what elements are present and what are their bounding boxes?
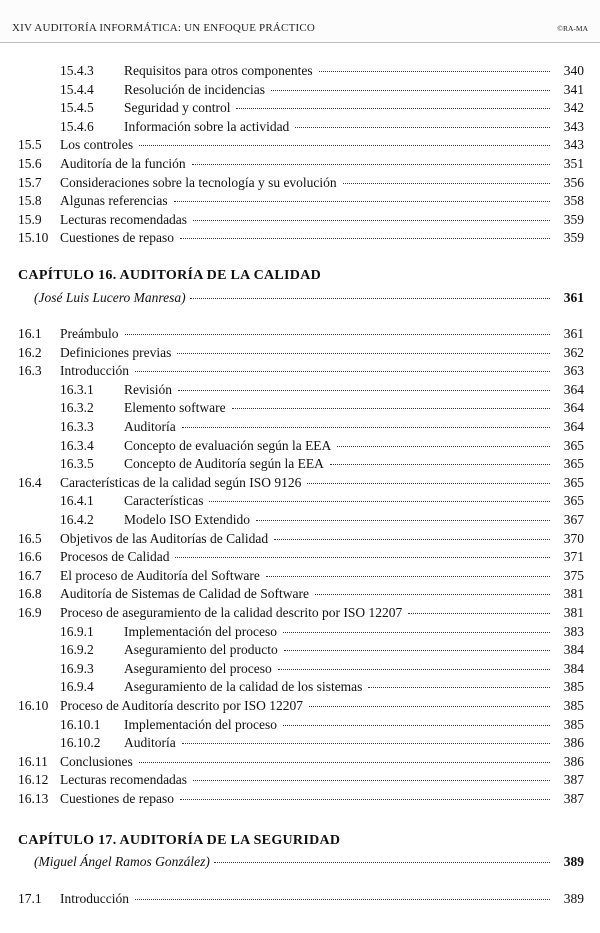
toc-entry-page: 385 <box>563 698 584 713</box>
toc-entry-title: Algunas referencias <box>60 193 168 209</box>
toc-entry-page: 389 <box>563 891 584 906</box>
toc-entry-title: Introducción <box>60 891 129 906</box>
toc-entry <box>18 362 584 380</box>
toc-entry <box>18 325 584 343</box>
toc-entry-number: 17.1 <box>18 891 42 906</box>
toc-entry <box>18 118 584 136</box>
toc-entry-title-line <box>124 99 584 117</box>
chapter-17-title: CAPÍTULO 17. AUDITORÍA DE LA SEGURIDAD <box>18 833 341 848</box>
toc-entry <box>18 530 584 548</box>
toc-entry-number: 15.7 <box>18 174 42 190</box>
toc-entry-number: 15.10 <box>18 230 49 246</box>
toc-entry-page: 381 <box>563 605 584 620</box>
toc-entry-title-line <box>60 136 584 154</box>
toc-entry-number: 16.3.1 <box>60 381 94 397</box>
toc-entry-title: Consideraciones sobre la tecnología y su evolución <box>60 174 337 190</box>
dot-leader <box>256 519 550 521</box>
toc-entry <box>18 399 584 417</box>
toc-entry-number: 16.9.4 <box>60 679 94 695</box>
toc-entry-page: 364 <box>563 400 584 416</box>
toc-entry-title: Preámbulo <box>60 326 119 341</box>
dot-leader <box>283 724 550 726</box>
toc-entry-number: 16.4.1 <box>60 493 94 509</box>
toc-entry-page: 364 <box>563 419 584 434</box>
toc-entry-number: 16.3.4 <box>60 437 94 453</box>
dot-leader <box>177 352 550 354</box>
toc-entry-title: Procesos de Calidad <box>60 549 170 565</box>
dot-leader <box>175 556 550 558</box>
toc-entry-title-line <box>124 81 584 99</box>
toc-entry-page: 387 <box>563 791 584 806</box>
toc-entry-page: 351 <box>563 156 584 171</box>
toc-entry-number: 16.9.1 <box>60 623 94 639</box>
toc-entry-title-line <box>60 155 584 173</box>
toc-entry-page: 365 <box>563 493 584 509</box>
toc-entry <box>18 81 584 99</box>
toc-entry <box>18 136 584 154</box>
toc-entry <box>18 511 584 529</box>
toc-entry-page: 362 <box>563 344 584 360</box>
toc-entry-title: El proceso de Auditoría del Software <box>60 567 260 583</box>
toc-entry-page: 361 <box>563 326 584 341</box>
toc-entry-title: Implementación del proceso <box>124 716 277 732</box>
toc-entry-title: Concepto de evaluación según la EEA <box>124 437 332 453</box>
toc-entry <box>18 474 584 492</box>
toc-entry-number: 16.6 <box>18 549 42 565</box>
toc-entry-title: Implementación del proceso <box>124 623 277 639</box>
dot-leader <box>193 219 550 221</box>
toc-entry-page: 365 <box>563 474 584 490</box>
toc-entry <box>18 455 584 473</box>
dot-leader <box>368 686 550 688</box>
toc-entry-number: 16.1 <box>18 326 42 341</box>
toc-entry-title: Aseguramiento de la calidad de los sistemas <box>124 679 363 695</box>
toc-entry-page: 384 <box>563 660 584 676</box>
toc-entry-title-line <box>124 399 584 417</box>
toc-entry-page: 359 <box>563 230 584 246</box>
toc-entry-title-line <box>124 455 584 473</box>
toc-entry-title: Aseguramiento del producto <box>124 642 278 658</box>
toc-entry-number: 16.8 <box>18 586 42 602</box>
toc-entry-title-line <box>60 567 584 585</box>
dot-leader <box>178 389 550 391</box>
toc-entry-title: Introducción <box>60 363 129 379</box>
toc-entry <box>18 62 584 80</box>
toc-entry <box>18 734 584 752</box>
toc-entry-page: 343 <box>563 118 584 134</box>
toc-entry-number: 16.3 <box>18 363 42 379</box>
toc-entry-page: 386 <box>563 753 584 769</box>
toc-entry <box>18 155 584 173</box>
dot-leader <box>214 861 550 863</box>
toc-entry-title: Auditoría de la función <box>60 156 186 171</box>
toc-entry-title: Aseguramiento del proceso <box>124 660 272 676</box>
dot-leader <box>307 482 550 484</box>
toc-entry <box>18 229 584 247</box>
toc-entry-title: Objetivos de las Auditorías de Calidad <box>60 530 269 546</box>
toc-entry-page: 385 <box>563 679 584 695</box>
toc-entry-title-line <box>60 585 584 603</box>
toc-entry-number: 15.4.3 <box>60 63 94 78</box>
toc-entry-title-line <box>124 381 584 399</box>
toc-entry-number: 16.9.3 <box>60 660 94 676</box>
toc-entry-number: 16.10.1 <box>60 716 101 732</box>
toc-entry <box>18 890 584 908</box>
toc-entry-page: 343 <box>563 137 584 153</box>
toc-entry-page: 383 <box>563 623 584 639</box>
toc-entry-title-line <box>60 604 584 622</box>
dot-leader <box>284 649 550 651</box>
toc-entry-page: 381 <box>563 586 584 602</box>
toc-entry <box>18 604 584 622</box>
toc-entry-number: 16.3.5 <box>60 456 94 472</box>
toc-entry-title: Resolución de incidencias <box>124 81 265 97</box>
toc-entry-title-line <box>60 211 584 229</box>
toc-entry-title: Los controles <box>60 137 134 153</box>
toc-entry <box>18 790 584 808</box>
toc-entry-number: 16.4 <box>18 474 42 490</box>
toc-entry-number: 15.5 <box>18 137 42 153</box>
toc-entry-title-line <box>60 890 584 908</box>
dot-leader <box>180 237 550 239</box>
toc-entry <box>18 192 584 210</box>
toc-entry-title: Auditoría <box>124 735 176 751</box>
toc-entry-number: 16.3.3 <box>60 419 94 434</box>
toc-entry-title-line <box>60 192 584 210</box>
toc-entry <box>18 381 584 399</box>
dot-leader <box>408 612 550 614</box>
toc-entry <box>18 99 584 117</box>
toc-entry-page: 370 <box>563 530 584 546</box>
dot-leader <box>266 575 550 577</box>
dot-leader <box>319 70 550 72</box>
dot-leader <box>236 107 550 109</box>
toc-entry <box>18 567 584 585</box>
dot-leader <box>139 144 550 146</box>
toc-entry-title-line <box>124 678 584 696</box>
toc-entry-page: 356 <box>563 174 584 190</box>
dot-leader <box>182 742 550 744</box>
toc-entry-number: 16.13 <box>18 791 49 806</box>
toc-entry-title: Cuestiones de repaso <box>60 230 174 246</box>
toc-entry-number: 15.4.6 <box>60 118 94 134</box>
toc-entry-title-line <box>124 118 584 136</box>
toc-entry-title: Lecturas recomendadas <box>60 772 188 788</box>
toc-entry-number: 16.4.2 <box>60 512 94 527</box>
toc-entry-title-line <box>124 716 584 734</box>
toc-entry-page: 365 <box>563 437 584 453</box>
toc-entry-title-line <box>124 660 584 678</box>
toc-entry-title-line <box>124 734 584 752</box>
toc-entry-title: Proceso de Auditoría descrito por ISO 12207 <box>60 698 303 713</box>
toc-entry-title: Proceso de aseguramiento de la calidad descrito por ISO 12207 <box>60 605 403 620</box>
toc-entry <box>18 753 584 771</box>
toc-entry-title: Elemento software <box>124 400 226 416</box>
dot-leader <box>135 898 550 900</box>
toc-entry-title-line <box>124 62 584 80</box>
toc-entry-page: 358 <box>563 193 584 209</box>
toc-entry <box>18 697 584 715</box>
toc-entry-page: 363 <box>563 363 584 379</box>
toc-entry-title-line <box>60 325 584 343</box>
dot-leader <box>125 333 551 335</box>
toc-entry <box>18 437 584 455</box>
dot-leader <box>278 668 550 670</box>
dot-leader <box>315 593 550 595</box>
dot-leader <box>309 705 550 707</box>
toc-entry-title-line <box>60 790 584 808</box>
toc-entry-title-line <box>60 174 584 192</box>
toc-entry-number: 16.10.2 <box>60 735 101 751</box>
toc-entry-page: 386 <box>563 735 584 751</box>
chapter-16-title: CAPÍTULO 16. AUDITORÍA DE LA CALIDAD <box>18 268 322 283</box>
dot-leader <box>192 163 550 165</box>
chapter-17-author-row <box>34 853 584 871</box>
toc-entry-title: Conclusiones <box>60 753 133 769</box>
toc-entry-title: Información sobre la actividad <box>124 118 290 134</box>
toc-entry-number: 15.9 <box>18 211 42 227</box>
toc-entry-title-line <box>60 530 584 548</box>
toc-entry-title: Auditoría <box>124 419 176 434</box>
toc-entry-title-line <box>124 641 584 659</box>
dot-leader <box>283 631 550 633</box>
toc-entry-title-line <box>60 771 584 789</box>
toc-entry <box>18 211 584 229</box>
dot-leader <box>295 126 550 128</box>
chapter-17-page: 389 <box>563 854 584 869</box>
toc-entry-page: 371 <box>563 549 584 565</box>
dot-leader <box>180 798 550 800</box>
toc-entry-number: 16.2 <box>18 344 42 360</box>
toc-entry <box>18 548 584 566</box>
toc-entry-title: Auditoría de Sistemas de Calidad de Software <box>60 586 309 602</box>
toc-entry-title-line <box>60 344 584 362</box>
toc-entry-number: 16.3.2 <box>60 400 94 416</box>
toc-entry-number: 16.10 <box>18 698 49 713</box>
toc-entry-title-line <box>124 437 584 455</box>
toc-entry-page: 341 <box>563 81 584 97</box>
dot-leader <box>190 297 550 299</box>
toc-entry-title: Requisitos para otros componentes <box>124 63 313 78</box>
dot-leader <box>232 407 550 409</box>
dot-leader <box>271 89 550 91</box>
toc-entry <box>18 492 584 510</box>
toc-entry <box>18 660 584 678</box>
toc-entry-title-line <box>124 623 584 641</box>
toc-entry-title-line <box>60 548 584 566</box>
toc-entry-number: 16.9 <box>18 605 42 620</box>
toc-entry-number: 15.8 <box>18 193 42 209</box>
toc-entry-page: 342 <box>563 100 584 116</box>
chapter-17-author: (Miguel Ángel Ramos González) <box>34 854 210 869</box>
chapter-16-page: 361 <box>563 290 584 305</box>
toc-entry-title-line <box>124 418 584 436</box>
toc-entry-title-line <box>60 362 584 380</box>
dot-leader <box>343 182 550 184</box>
toc-entry <box>18 623 584 641</box>
toc-entry-title: Características de la calidad según ISO 9126 <box>60 474 302 490</box>
running-title: XIV AUDITORÍA INFORMÁTICA: UN ENFOQUE PRÁCTICO <box>12 22 316 34</box>
toc-entry-page: 359 <box>563 211 584 227</box>
toc-entry-page: 384 <box>563 642 584 658</box>
toc-entry-title-line <box>60 474 584 492</box>
toc-entry <box>18 771 584 789</box>
toc-entry-title-line <box>124 511 584 529</box>
chapter-16-author-row <box>34 289 584 307</box>
dot-leader <box>209 500 550 502</box>
toc-entry-page: 364 <box>563 381 584 397</box>
toc-entry <box>18 641 584 659</box>
toc-entry-title-line <box>60 229 584 247</box>
toc-entry <box>18 716 584 734</box>
toc-entry-number: 16.11 <box>18 753 48 769</box>
toc-entry <box>18 174 584 192</box>
toc-entry-number: 15.4.5 <box>60 100 94 116</box>
toc-entry-title-line <box>124 492 584 510</box>
dot-leader <box>182 426 550 428</box>
toc-entry-page: 365 <box>563 456 584 472</box>
toc-entry-page: 367 <box>563 512 584 527</box>
toc-entry-number: 16.7 <box>18 567 42 583</box>
toc-entry <box>18 585 584 603</box>
toc-entry <box>18 344 584 362</box>
toc-entry-number: 16.12 <box>18 772 49 788</box>
toc-entry-page: 385 <box>563 716 584 732</box>
toc-entry-number: 16.9.2 <box>60 642 94 658</box>
toc-entry-title: Revisión <box>124 381 173 397</box>
toc-entry-title-line <box>60 697 584 715</box>
toc-entry-number: 15.4.4 <box>60 81 94 97</box>
toc-entry-number: 15.6 <box>18 156 42 171</box>
toc-entry-title: Concepto de Auditoría según la EEA <box>124 456 324 472</box>
toc-entry-number: 16.5 <box>18 530 42 546</box>
toc-entry-title-line <box>60 753 584 771</box>
dot-leader <box>139 761 550 763</box>
toc-entry-page: 375 <box>563 567 584 583</box>
dot-leader <box>330 463 550 465</box>
toc-entry <box>18 678 584 696</box>
toc-entry-page: 387 <box>563 772 584 788</box>
toc-entry-title: Definiciones previas <box>60 344 172 360</box>
toc-entry-page: 340 <box>563 63 584 78</box>
toc-entry-title: Cuestiones de repaso <box>60 791 174 806</box>
chapter-16-author: (José Luis Lucero Manresa) <box>34 290 186 305</box>
toc-entry <box>18 418 584 436</box>
toc-entry-title: Lecturas recomendadas <box>60 211 188 227</box>
publisher-mark: ©RA-MA <box>557 24 588 33</box>
dot-leader <box>274 538 550 540</box>
dot-leader <box>193 779 550 781</box>
page-header <box>0 0 600 43</box>
dot-leader <box>135 370 550 372</box>
dot-leader <box>174 200 550 202</box>
dot-leader <box>337 445 550 447</box>
toc-entry-title: Modelo ISO Extendido <box>124 512 250 527</box>
toc-entry-title: Seguridad y control <box>124 100 231 116</box>
toc-entry-title: Características <box>124 493 204 509</box>
